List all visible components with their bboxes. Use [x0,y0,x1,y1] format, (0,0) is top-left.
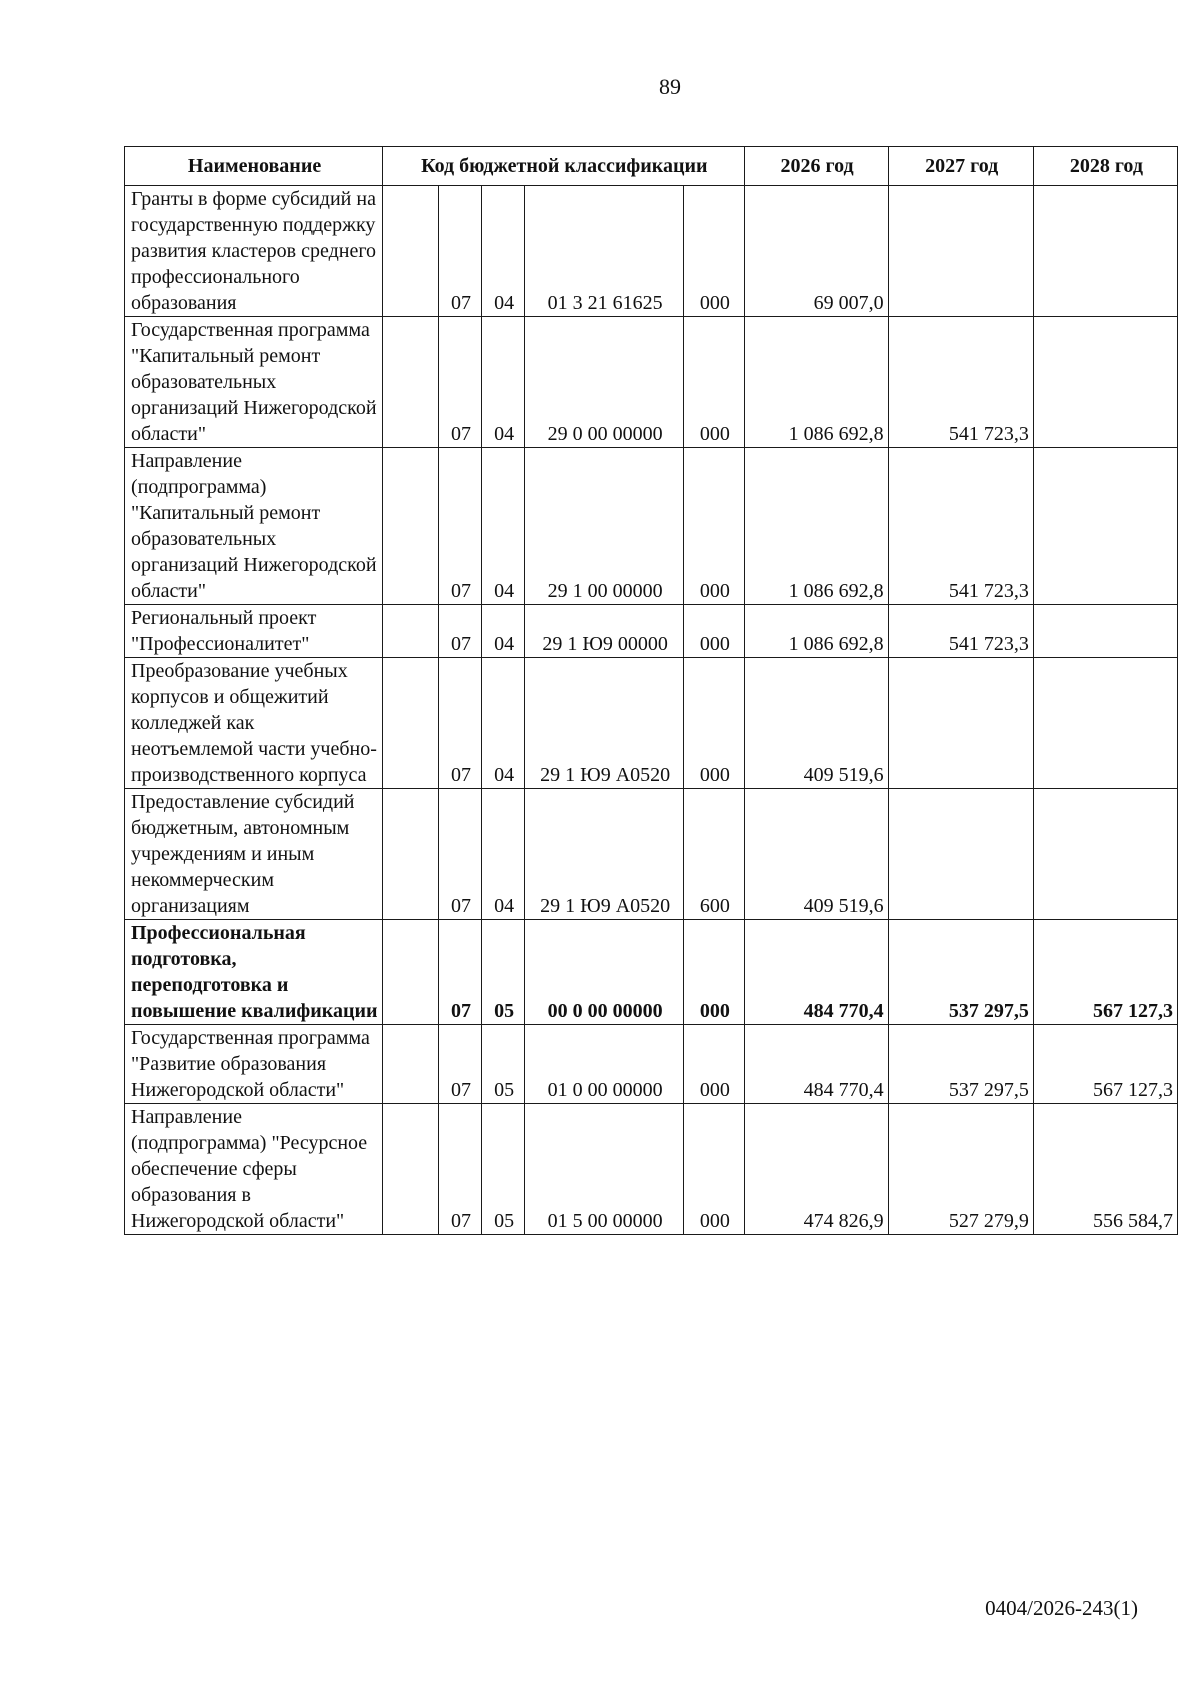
cell-code-subsection: 05 [482,920,525,1025]
cell-code-expense-type: 000 [684,1025,744,1104]
cell-2027: 537 297,5 [888,920,1033,1025]
cell-2026: 69 007,0 [744,186,888,317]
cell-code-section: 07 [439,1025,482,1104]
table-row [125,789,1178,920]
cell-code-section: 07 [439,920,482,1025]
cell-name: Государственная программа "Развитие образования Нижегородской области" [125,1025,383,1104]
cell-code-subsection: 05 [482,1104,525,1235]
cell-code-subsection: 04 [482,317,525,448]
cell-code-main [383,789,439,920]
cell-2026: 484 770,4 [744,920,888,1025]
cell-2027: 541 723,3 [888,448,1033,605]
cell-code-section: 07 [439,448,482,605]
cell-2027: 541 723,3 [888,605,1033,658]
cell-code-target: 29 0 00 00000 [525,317,684,448]
cell-2026: 1 086 692,8 [744,448,888,605]
cell-code-expense-type: 600 [684,789,744,920]
cell-code-target: 29 1 Ю9 00000 [525,605,684,658]
cell-2028 [1033,448,1177,605]
cell-code-target: 29 1 Ю9 А0520 [525,789,684,920]
cell-code-target: 29 1 Ю9 А0520 [525,658,684,789]
cell-code-expense-type: 000 [684,658,744,789]
table-row [125,658,1178,789]
cell-code-expense-type: 000 [684,317,744,448]
table-row [125,605,1178,658]
cell-code-section: 07 [439,605,482,658]
cell-2028: 556 584,7 [1033,1104,1177,1235]
cell-code-target: 01 3 21 61625 [525,186,684,317]
cell-name: Региональный проект "Профессионалитет" [125,605,383,658]
cell-2027 [888,186,1033,317]
cell-code-expense-type: 000 [684,186,744,317]
table-row [125,317,1178,448]
cell-2027 [888,658,1033,789]
cell-code-section: 07 [439,658,482,789]
cell-code-main [383,317,439,448]
cell-code-target: 01 0 00 00000 [525,1025,684,1104]
header-code: Код бюджетной классификации [383,147,744,186]
cell-2028: 567 127,3 [1033,920,1177,1025]
cell-name: Преобразование учебных корпусов и общежитий колледжей как неотъемлемой части учебно-производственного корпуса [125,658,383,789]
cell-2028: 567 127,3 [1033,1025,1177,1104]
page-number: 89 [659,74,681,99]
cell-code-main [383,920,439,1025]
header-2026: 2026 год [744,147,888,186]
cell-code-main [383,605,439,658]
header-name: Наименование [125,147,383,186]
cell-2028 [1033,658,1177,789]
cell-code-main [383,186,439,317]
cell-2027: 541 723,3 [888,317,1033,448]
table-row [125,448,1178,605]
document-id: 0404/2026-243(1) [985,1596,1138,1620]
cell-2028 [1033,186,1177,317]
table-row [125,1104,1178,1235]
cell-2026: 409 519,6 [744,789,888,920]
table-row [125,920,1178,1025]
header-2027: 2027 год [888,147,1033,186]
cell-code-section: 07 [439,789,482,920]
cell-code-subsection: 04 [482,789,525,920]
cell-name: Предоставление субсидий бюджетным, автономным учреждениям и иным некоммерческим организациям [125,789,383,920]
cell-code-expense-type: 000 [684,920,744,1025]
cell-code-main [383,1104,439,1235]
cell-code-target: 29 1 00 00000 [525,448,684,605]
cell-name: Государственная программа "Капитальный ремонт образовательных организаций Нижегородской области" [125,317,383,448]
table-row [125,186,1178,317]
cell-code-section: 07 [439,317,482,448]
cell-name: Направление (подпрограмма) "Капитальный ремонт образовательных организаций Нижегородской области" [125,448,383,605]
cell-name: Гранты в форме субсидий на государственную поддержку развития кластеров среднего профессионального образования [125,186,383,317]
cell-code-expense-type: 000 [684,448,744,605]
cell-code-target: 00 0 00 00000 [525,920,684,1025]
header-2028: 2028 год [1033,147,1177,186]
cell-2028 [1033,789,1177,920]
cell-2026: 1 086 692,8 [744,317,888,448]
cell-2026: 474 826,9 [744,1104,888,1235]
cell-code-subsection: 04 [482,658,525,789]
cell-code-target: 01 5 00 00000 [525,1104,684,1235]
cell-2026: 1 086 692,8 [744,605,888,658]
cell-2027: 527 279,9 [888,1104,1033,1235]
cell-2028 [1033,605,1177,658]
cell-2027 [888,789,1033,920]
table-body [125,186,1178,1235]
cell-2026: 409 519,6 [744,658,888,789]
cell-code-section: 07 [439,186,482,317]
cell-name: Профессиональная подготовка, переподготовка и повышение квалификации [125,920,383,1025]
cell-code-subsection: 04 [482,448,525,605]
cell-code-main [383,1025,439,1104]
cell-2026: 484 770,4 [744,1025,888,1104]
cell-name: Направление (подпрограмма) "Ресурсное обеспечение сферы образования в Нижегородской области" [125,1104,383,1235]
cell-code-subsection: 04 [482,605,525,658]
table-row [125,1025,1178,1104]
cell-code-main [383,658,439,789]
cell-code-expense-type: 000 [684,1104,744,1235]
cell-code-subsection: 04 [482,186,525,317]
cell-code-section: 07 [439,1104,482,1235]
cell-code-expense-type: 000 [684,605,744,658]
cell-2027: 537 297,5 [888,1025,1033,1104]
table-header-row [125,147,1178,186]
cell-2028 [1033,317,1177,448]
budget-table [124,146,1178,1235]
cell-code-main [383,448,439,605]
cell-code-subsection: 05 [482,1025,525,1104]
